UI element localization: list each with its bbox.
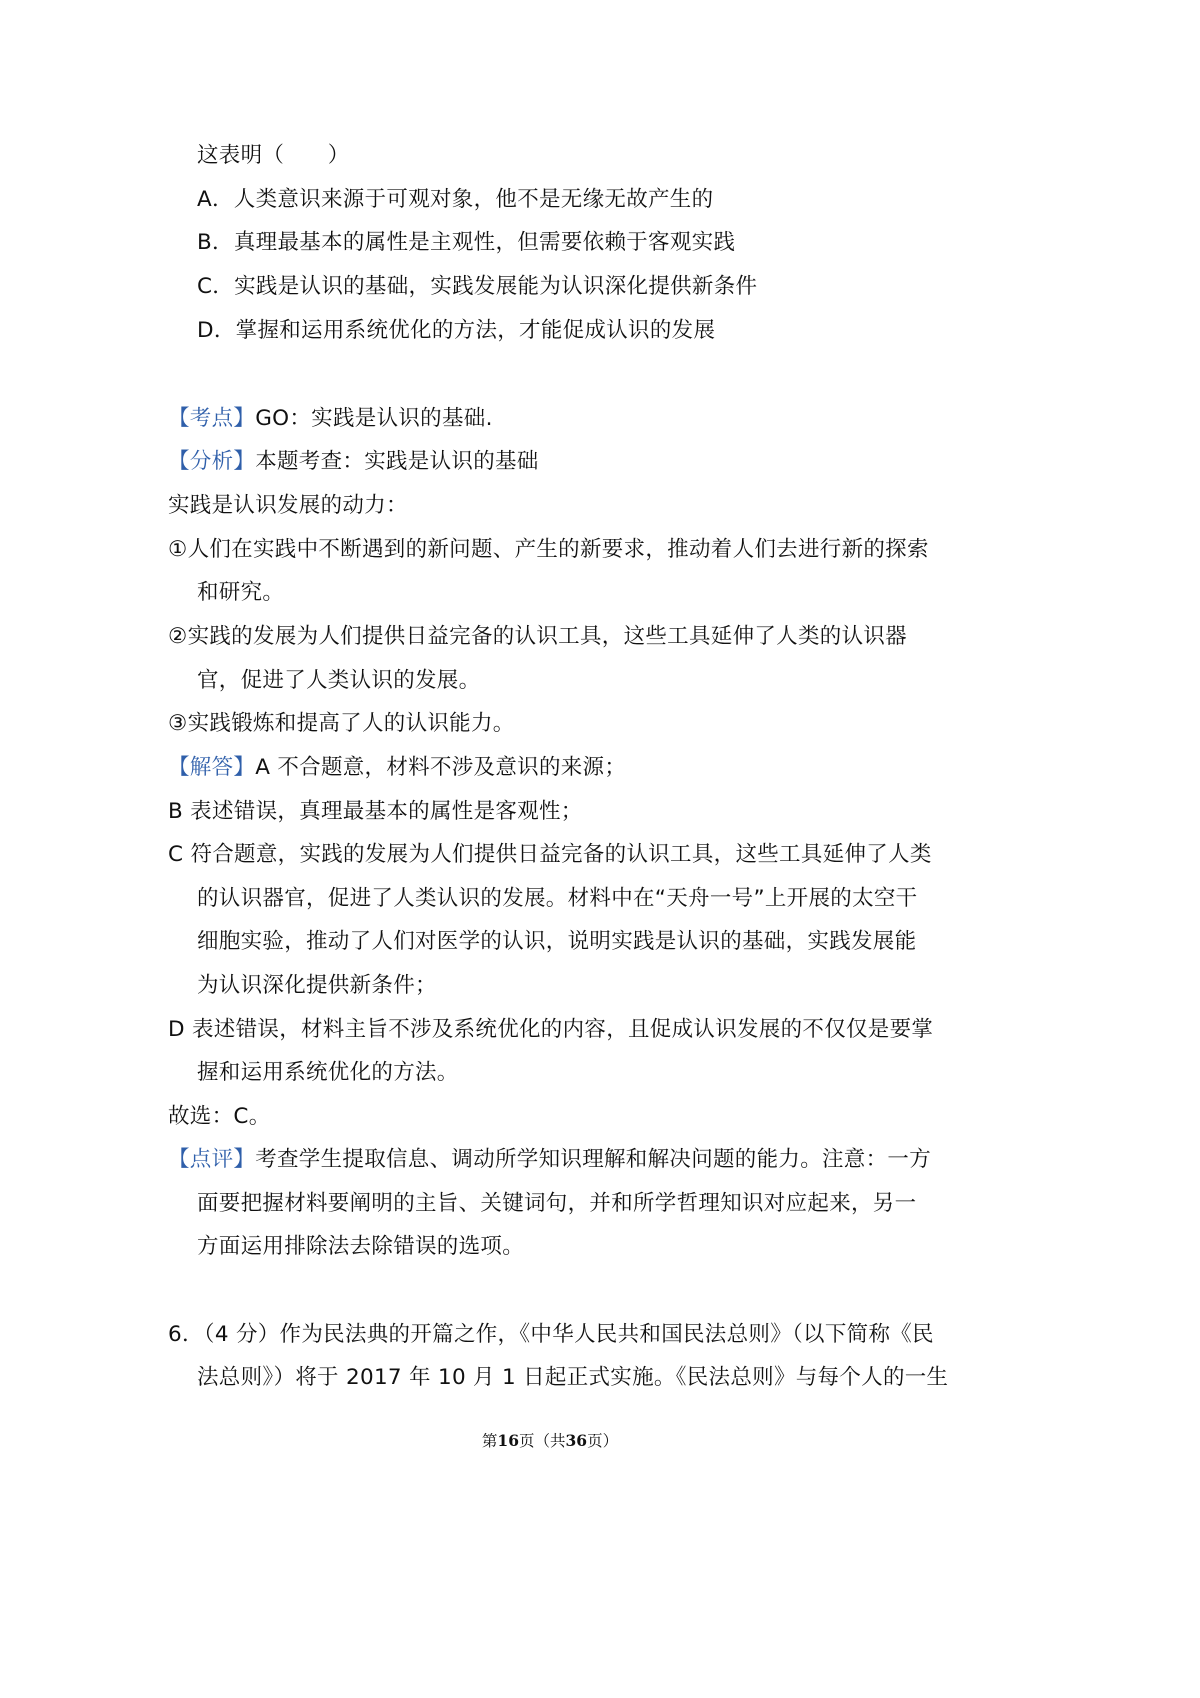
footer-suffix: 页） [587, 1432, 619, 1450]
question6-line-1: 6．（4 分）作为民法典的开篇之作，《中华人民共和国民法总则》（以下简称《民 [168, 1322, 934, 1347]
jieda-d-2: 握和运用系统优化的方法。 [197, 1060, 459, 1085]
jieda-c-2: 的认识器官，促进了人类认识的发展。材料中在“天舟一号”上开展的太空干 [197, 886, 918, 911]
jieda-d-1: D 表述错误，材料主旨不涉及系统优化的内容，且促成认识发展的不仅仅是要掌 [168, 1017, 934, 1042]
option-c: C．实践是认识的基础，实践发展能为认识深化提供新条件 [197, 274, 758, 299]
question-stem: 这表明（ ） [197, 143, 350, 168]
fenxi-point-3: ③实践锻炼和提高了人的认识能力。 [168, 711, 515, 736]
dianping-tag: 【点评】 [168, 1147, 256, 1172]
jieda-b: B 表述错误，真理最基本的属性是客观性； [168, 799, 583, 824]
fenxi-point-1-cont: 和研究。 [197, 580, 285, 605]
jieda-section [168, 753, 626, 783]
footer-prefix: 第 [481, 1432, 498, 1450]
footer-middle: 页（共 [518, 1432, 566, 1450]
fenxi-intro: 实践是认识发展的动力： [168, 493, 408, 518]
option-d: D．掌握和运用系统优化的方法，才能促成认识的发展 [197, 318, 716, 343]
jieda-answer: 故选：C。 [168, 1104, 271, 1129]
fenxi-point-2: ②实践的发展为人们提供日益完备的认识工具，这些工具延伸了人类的认识器 [168, 624, 907, 649]
fenxi-section [168, 447, 539, 477]
fenxi-point-1: ①人们在实践中不断遇到的新问题、产生的新要求，推动着人们去进行新的探索 [168, 537, 929, 562]
dianping-section [168, 1145, 931, 1175]
footer-total-pages: 36 [565, 1431, 588, 1450]
kaodian-tag: 【考点】 [168, 406, 256, 431]
dianping-line-2: 面要把握材料要阐明的主旨、关键词句，并和所学哲理知识对应起来，另一 [197, 1191, 917, 1216]
fenxi-tag: 【分析】 [168, 449, 256, 474]
jieda-c-3: 细胞实验，推动了人们对医学的认识，说明实践是认识的基础，实践发展能 [197, 929, 917, 954]
kaodian-section [168, 404, 493, 434]
question6-line-2: 法总则》）将于 2017 年 10 月 1 日起正式实施。《民法总则》与每个人的一生 [197, 1365, 949, 1390]
fenxi-point-2-cont: 官，促进了人类认识的发展。 [197, 668, 481, 693]
jieda-a: A 不合题意，材料不涉及意识的来源； [255, 755, 627, 780]
dianping-line-1: 考查学生提取信息、调动所学知识理解和解决问题的能力。注意：一方 [255, 1147, 932, 1172]
jieda-tag: 【解答】 [168, 755, 256, 780]
fenxi-text: 本题考查：实践是认识的基础 [255, 449, 539, 474]
jieda-c-4: 为认识深化提供新条件； [197, 973, 437, 998]
jieda-c-1: C 符合题意，实践的发展为人们提供日益完备的认识工具，这些工具延伸了人类 [168, 842, 932, 867]
option-a: A．人类意识来源于可观对象，他不是无缘无故产生的 [197, 187, 714, 212]
footer-page-number: 16 [497, 1431, 519, 1450]
option-b: B．真理最基本的属性是主观性，但需要依赖于客观实践 [197, 230, 736, 255]
kaodian-text: GO：实践是认识的基础. [255, 406, 493, 431]
dianping-line-3: 方面运用排除法去除错误的选项。 [197, 1234, 525, 1259]
page-footer [0, 1430, 1100, 1452]
